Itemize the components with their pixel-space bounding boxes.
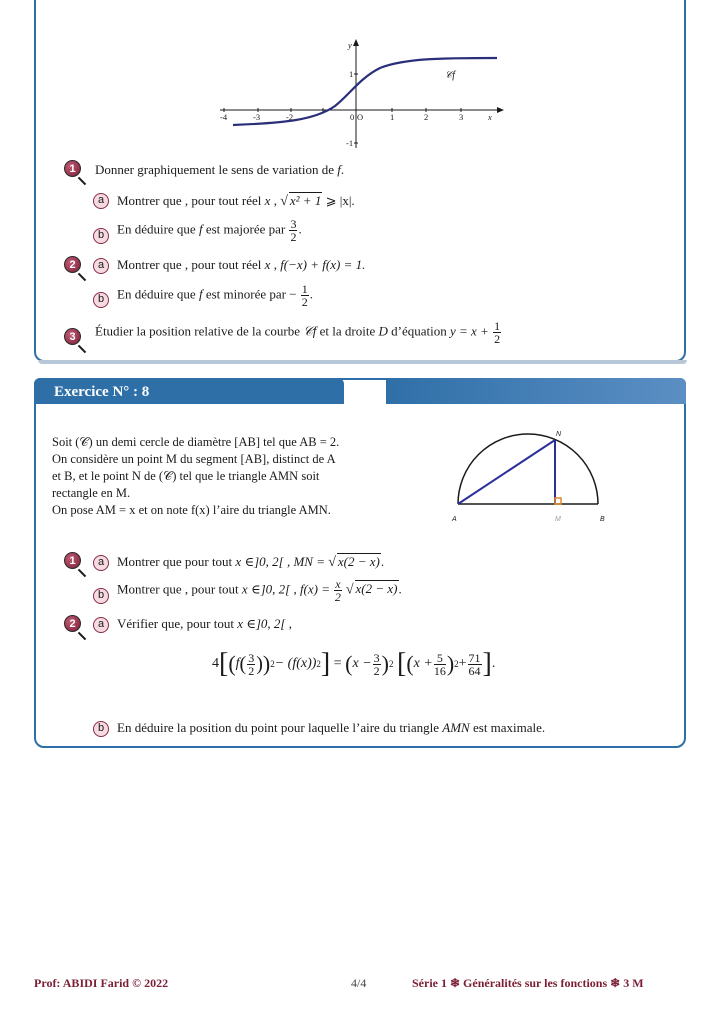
question-2b-text: En déduire que f est minorée par − $\frac{1}{2}$ .: [117, 282, 314, 309]
question-8-2b-text: En déduire la position du point pour laquelle l’aire du triangle AMN est maximale.: [117, 720, 546, 735]
sub-question-letter: b: [93, 292, 109, 308]
point-a-label: A: [452, 516, 457, 523]
question-8-1b-text: Montrer que , pour tout x ∈]0, 2[ , f(x) = $\frac{x}{2}$ √ x(2 − x).: [117, 577, 402, 604]
statement-line: On considère un point M du segment [AB], distinct de A: [52, 452, 336, 466]
question-number-1: 1: [64, 160, 81, 177]
question-number-3: 3: [64, 328, 81, 345]
x-tick-label: 2: [424, 112, 429, 122]
question-1a-text: Montrer que , pour tout réel x , √ x² + 1 ⩾ |x|.: [117, 193, 355, 209]
statement-line: On pose AM = x et on note f(x) l’aire du triangle AMN.: [52, 503, 331, 517]
segment-an: [458, 440, 555, 504]
point-m-label: M: [555, 516, 561, 523]
footer-series-title: Série 1 ❄ Généralités sur les fonctions ❄ 3 M: [412, 976, 644, 990]
y-axis-label: y: [348, 40, 352, 50]
sub-question-letter: a: [93, 258, 109, 274]
header-gradient: [386, 378, 686, 404]
semicircle-figure: [448, 426, 618, 530]
y-tick-label: 1: [349, 69, 354, 79]
point-n-label: N: [556, 431, 562, 438]
question-number-1: 1: [64, 552, 81, 569]
sub-question-letter: a: [93, 555, 109, 571]
curve-label: 𝒞f: [445, 70, 456, 81]
exercise-statement: [52, 434, 397, 519]
question-8-2a-text: Vérifier que, pour tout x ∈]0, 2[ ,: [117, 616, 292, 631]
statement-line: rectangle en M.: [52, 486, 131, 500]
origin-label: O: [357, 112, 364, 122]
question-number-2: 2: [64, 615, 81, 632]
footer-author: Prof: ABIDI Farid © 2022: [34, 976, 169, 990]
x-axis-label: x: [488, 112, 492, 122]
semicircle-arc: [458, 434, 598, 504]
x-axis-arrow: [497, 107, 504, 113]
sub-question-letter: b: [93, 721, 109, 737]
question-1-text: Donner graphiquement le sens de variation de f.: [95, 162, 345, 177]
statement-line: Soit (𝒞) un demi cercle de diamètre [AB] tel que AB = 2.: [52, 435, 340, 449]
curve-cf: [233, 58, 497, 125]
x-tick-label: 1: [390, 112, 395, 122]
y-tick-label: -1: [346, 138, 354, 148]
sub-question-letter: b: [93, 228, 109, 244]
x-tick-label: -4: [220, 112, 228, 122]
exercise-title: Exercice N° : 8: [54, 384, 150, 400]
question-3-text: Étudier la position relative de la courbe 𝒞f et la droite D d’équation y = x + $\frac{1}{2}$: [95, 319, 501, 346]
box-shadow: [38, 360, 687, 364]
identity-equation: 4 [ ( f ( $\frac{3}{2}$ ) ) 2 − (f(x)) 2 ] = ( x − $\frac{3}{2}$ ) 2 [ ( x + $\frac{5}{16}$ ) 2 + $\frac{71}{64}$ ] .: [212, 648, 496, 679]
footer-page-number: 4/4: [351, 976, 367, 990]
sub-question-letter: b: [93, 588, 109, 604]
statement-line: et B, et le point N de (𝒞) tel que le triangle AMN soit: [52, 469, 320, 483]
question-1b-text: En déduire que f est majorée par $\frac{3}{2}$ .: [117, 217, 302, 244]
x-tick-label: 0: [350, 112, 355, 122]
function-graph: [215, 38, 505, 150]
x-tick-label: -2: [286, 112, 294, 122]
sub-question-letter: a: [93, 193, 109, 209]
question-8-1a-text: Montrer que pour tout x ∈]0, 2[ , MN = √ x(2 − x).: [117, 554, 385, 570]
x-tick-label: -3: [253, 112, 261, 122]
x-tick-label: 3: [459, 112, 464, 122]
point-b-label: B: [600, 516, 605, 523]
question-number-2: 2: [64, 256, 81, 273]
question-2a-text: Montrer que , pour tout réel x , f(−x) + f(x) = 1.: [117, 257, 366, 272]
y-axis-arrow: [353, 39, 359, 46]
sub-question-letter: a: [93, 617, 109, 633]
